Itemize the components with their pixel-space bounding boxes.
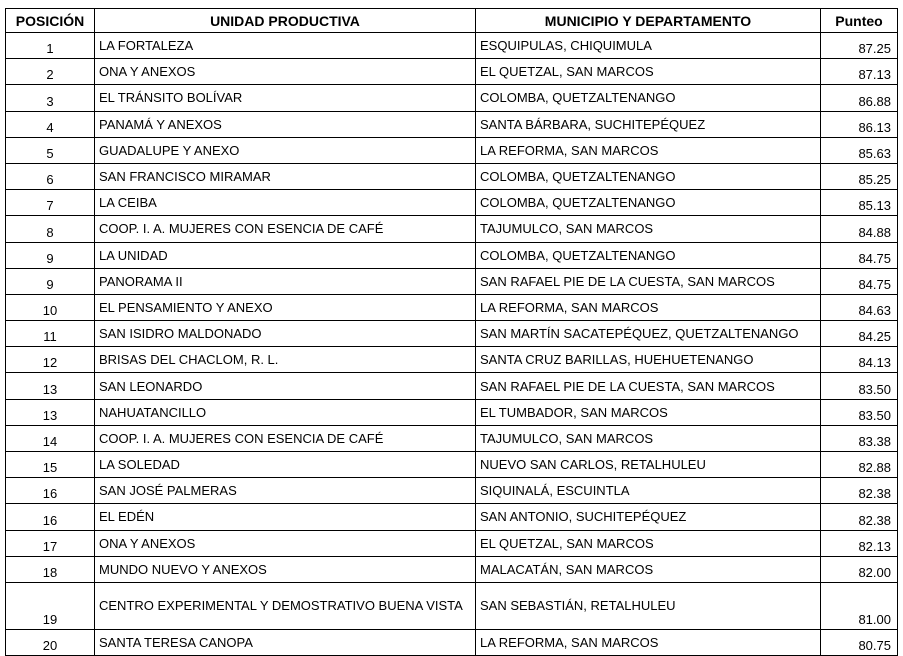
score-cell: 85.13 <box>821 190 898 216</box>
municipality-cell: EL QUETZAL, SAN MARCOS <box>476 59 821 85</box>
table-row <box>6 190 898 216</box>
score-cell: 84.13 <box>821 347 898 373</box>
position-cell: 1 <box>6 33 95 59</box>
unit-cell: PANORAMA II <box>95 268 476 294</box>
municipality-cell: COLOMBA, QUETZALTENANGO <box>476 85 821 111</box>
header-municipio-departamento: MUNICIPIO Y DEPARTAMENTO <box>476 9 821 33</box>
position-cell: 13 <box>6 373 95 399</box>
municipality-cell: ESQUIPULAS, CHIQUIMULA <box>476 33 821 59</box>
table-row <box>6 452 898 478</box>
header-row <box>6 9 898 33</box>
position-cell: 3 <box>6 85 95 111</box>
unit-cell: COOP. I. A. MUJERES CON ESENCIA DE CAFÉ <box>95 216 476 242</box>
table-row <box>6 504 898 530</box>
score-cell: 86.88 <box>821 85 898 111</box>
score-cell: 80.75 <box>821 629 898 655</box>
ranking-table <box>5 8 898 656</box>
position-cell: 6 <box>6 163 95 189</box>
municipality-cell: TAJUMULCO, SAN MARCOS <box>476 425 821 451</box>
municipality-cell: MALACATÁN, SAN MARCOS <box>476 556 821 582</box>
position-cell: 5 <box>6 137 95 163</box>
position-cell: 16 <box>6 478 95 504</box>
score-cell: 84.75 <box>821 268 898 294</box>
position-cell: 9 <box>6 242 95 268</box>
score-cell: 82.38 <box>821 478 898 504</box>
table-body <box>6 33 898 656</box>
municipality-cell: NUEVO SAN CARLOS, RETALHULEU <box>476 452 821 478</box>
municipality-cell: SANTA BÁRBARA, SUCHITEPÉQUEZ <box>476 111 821 137</box>
position-cell: 16 <box>6 504 95 530</box>
score-cell: 83.50 <box>821 399 898 425</box>
table-row <box>6 242 898 268</box>
score-cell: 83.38 <box>821 425 898 451</box>
position-cell: 15 <box>6 452 95 478</box>
score-cell: 81.00 <box>821 582 898 629</box>
unit-cell: ONA Y ANEXOS <box>95 59 476 85</box>
municipality-cell: EL QUETZAL, SAN MARCOS <box>476 530 821 556</box>
unit-cell: GUADALUPE Y ANEXO <box>95 137 476 163</box>
score-cell: 83.50 <box>821 373 898 399</box>
unit-cell: ONA Y ANEXOS <box>95 530 476 556</box>
score-cell: 84.75 <box>821 242 898 268</box>
municipality-cell: COLOMBA, QUETZALTENANGO <box>476 190 821 216</box>
table-row <box>6 425 898 451</box>
unit-cell: SANTA TERESA CANOPA <box>95 629 476 655</box>
municipality-cell: SANTA CRUZ BARILLAS, HUEHUETENANGO <box>476 347 821 373</box>
header-punteo: Punteo <box>821 9 898 33</box>
municipality-cell: SAN RAFAEL PIE DE LA CUESTA, SAN MARCOS <box>476 373 821 399</box>
score-cell: 87.13 <box>821 59 898 85</box>
unit-cell: SAN JOSÉ PALMERAS <box>95 478 476 504</box>
table-row <box>6 321 898 347</box>
table-row <box>6 347 898 373</box>
score-cell: 82.88 <box>821 452 898 478</box>
municipality-cell: COLOMBA, QUETZALTENANGO <box>476 163 821 189</box>
municipality-cell: SAN SEBASTIÁN, RETALHULEU <box>476 582 821 629</box>
unit-cell: NAHUATANCILLO <box>95 399 476 425</box>
score-cell: 85.25 <box>821 163 898 189</box>
table-row <box>6 582 898 629</box>
score-cell: 82.38 <box>821 504 898 530</box>
table-row <box>6 629 898 655</box>
position-cell: 7 <box>6 190 95 216</box>
municipality-cell: SIQUINALÁ, ESCUINTLA <box>476 478 821 504</box>
score-cell: 84.88 <box>821 216 898 242</box>
table-row <box>6 163 898 189</box>
municipality-cell: EL TUMBADOR, SAN MARCOS <box>476 399 821 425</box>
score-cell: 82.13 <box>821 530 898 556</box>
municipality-cell: TAJUMULCO, SAN MARCOS <box>476 216 821 242</box>
unit-cell: CENTRO EXPERIMENTAL Y DEMOSTRATIVO BUENA VISTA <box>95 582 476 629</box>
table-row <box>6 137 898 163</box>
unit-cell: EL PENSAMIENTO Y ANEXO <box>95 294 476 320</box>
score-cell: 85.63 <box>821 137 898 163</box>
municipality-cell: SAN ANTONIO, SUCHITEPÉQUEZ <box>476 504 821 530</box>
header-posicion: POSICIÓN <box>6 9 95 33</box>
unit-cell: LA SOLEDAD <box>95 452 476 478</box>
position-cell: 18 <box>6 556 95 582</box>
unit-cell: EL EDÉN <box>95 504 476 530</box>
table-row <box>6 530 898 556</box>
table-row <box>6 33 898 59</box>
position-cell: 11 <box>6 321 95 347</box>
position-cell: 2 <box>6 59 95 85</box>
table-row <box>6 373 898 399</box>
score-cell: 84.63 <box>821 294 898 320</box>
table-row <box>6 59 898 85</box>
position-cell: 20 <box>6 629 95 655</box>
position-cell: 14 <box>6 425 95 451</box>
table-row <box>6 216 898 242</box>
municipality-cell: SAN RAFAEL PIE DE LA CUESTA, SAN MARCOS <box>476 268 821 294</box>
position-cell: 13 <box>6 399 95 425</box>
table-row <box>6 85 898 111</box>
table-row <box>6 111 898 137</box>
table-row <box>6 268 898 294</box>
municipality-cell: LA REFORMA, SAN MARCOS <box>476 629 821 655</box>
municipality-cell: SAN MARTÍN SACATEPÉQUEZ, QUETZALTENANGO <box>476 321 821 347</box>
score-cell: 84.25 <box>821 321 898 347</box>
position-cell: 8 <box>6 216 95 242</box>
unit-cell: MUNDO NUEVO Y ANEXOS <box>95 556 476 582</box>
municipality-cell: LA REFORMA, SAN MARCOS <box>476 294 821 320</box>
municipality-cell: LA REFORMA, SAN MARCOS <box>476 137 821 163</box>
unit-cell: BRISAS DEL CHACLOM, R. L. <box>95 347 476 373</box>
score-cell: 86.13 <box>821 111 898 137</box>
score-cell: 82.00 <box>821 556 898 582</box>
position-cell: 17 <box>6 530 95 556</box>
unit-cell: SAN FRANCISCO MIRAMAR <box>95 163 476 189</box>
score-cell: 87.25 <box>821 33 898 59</box>
position-cell: 19 <box>6 582 95 629</box>
unit-cell: COOP. I. A. MUJERES CON ESENCIA DE CAFÉ <box>95 425 476 451</box>
unit-cell: LA FORTALEZA <box>95 33 476 59</box>
table-row <box>6 294 898 320</box>
position-cell: 4 <box>6 111 95 137</box>
municipality-cell: COLOMBA, QUETZALTENANGO <box>476 242 821 268</box>
position-cell: 9 <box>6 268 95 294</box>
unit-cell: EL TRÁNSITO BOLÍVAR <box>95 85 476 111</box>
unit-cell: PANAMÁ Y ANEXOS <box>95 111 476 137</box>
table-row <box>6 556 898 582</box>
unit-cell: SAN ISIDRO MALDONADO <box>95 321 476 347</box>
header-unidad-productiva: UNIDAD PRODUCTIVA <box>95 9 476 33</box>
table-row <box>6 478 898 504</box>
position-cell: 10 <box>6 294 95 320</box>
unit-cell: LA UNIDAD <box>95 242 476 268</box>
position-cell: 12 <box>6 347 95 373</box>
table-row <box>6 399 898 425</box>
unit-cell: SAN LEONARDO <box>95 373 476 399</box>
unit-cell: LA CEIBA <box>95 190 476 216</box>
